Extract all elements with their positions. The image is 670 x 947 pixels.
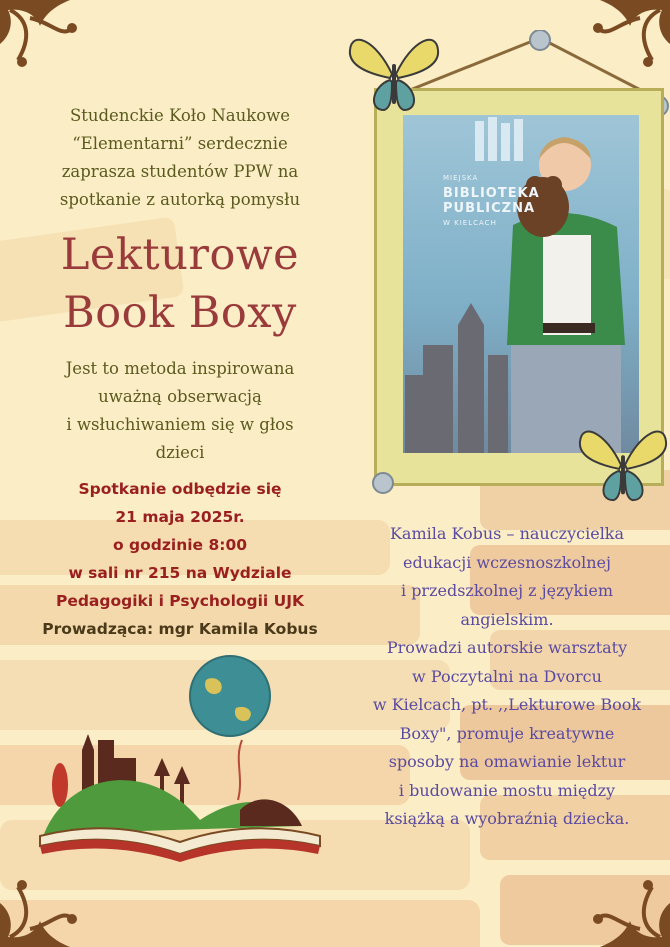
photo-frame-area	[340, 30, 670, 510]
bio-line: sposoby na omawianie lektur	[388, 752, 626, 771]
event-details	[10, 475, 350, 643]
intro-line: “Elementarni” serdecznie	[72, 134, 288, 153]
title-line-1: Lekturowe	[60, 230, 300, 280]
title-line-2: Book Boxy	[63, 288, 297, 338]
bio-line: edukacji wczesnoszkolnej	[403, 552, 611, 572]
intro-line: spotkanie z autorką pomysłu	[59, 190, 301, 209]
intro-line: Studenckie Koło Naukowe	[69, 106, 291, 125]
details-line: Pedagogiki i Psychologii UJK	[55, 592, 305, 610]
bio-line: książką a wyobraźnią dziecka.	[384, 809, 630, 828]
details-line: 21 maja 2025r.	[115, 508, 245, 526]
library-sign: MIEJSKA BIBLIOTEKA PUBLICZNA W KIELCACH	[443, 174, 540, 227]
details-line: w sali nr 215 na Wydziale	[68, 564, 292, 582]
details-line: Spotkanie odbędzie się	[78, 480, 282, 498]
butterfly-icon	[576, 422, 670, 506]
corner-ornament-icon	[570, 847, 670, 947]
details-line: o godzinie 8:00	[112, 536, 248, 554]
speaker-photo	[403, 115, 639, 453]
open-book-castle-icon	[30, 650, 330, 870]
frame-pin-icon	[370, 470, 396, 496]
bio-line: angielskim.	[460, 609, 554, 629]
description-line: Jest to metoda inspirowana	[65, 359, 295, 378]
bio-line: w Kielcach, pt. ,,Lekturowe Book	[372, 695, 642, 714]
bio-line: i przedszkolnej z językiem	[400, 581, 613, 600]
page-title	[20, 226, 340, 342]
butterfly-icon	[346, 30, 442, 116]
description-line: i wsłuchiwaniem się w głos	[66, 415, 294, 434]
method-description	[20, 355, 340, 467]
corner-ornament-icon	[0, 0, 100, 100]
intro-line: zaprasza studentów PPW na	[61, 162, 299, 181]
photo-illustration	[403, 115, 639, 453]
intro-text	[20, 102, 340, 214]
description-line: dzieci	[155, 443, 205, 462]
speaker-bio	[348, 520, 666, 834]
bio-line: w Poczytalni na Dvorcu	[412, 666, 602, 686]
bio-line: Boxy", promuje kreatywne	[399, 723, 615, 743]
description-line: uważną obserwacją	[98, 387, 262, 406]
host-name: Prowadząca: mgr Kamila Kobus	[42, 620, 318, 638]
bio-line: i budowanie mostu między	[398, 780, 616, 800]
bio-line: Prowadzi autorskie warsztaty	[386, 638, 628, 657]
bio-line: Kamila Kobus – nauczycielka	[389, 524, 625, 543]
globe-balloon-icon	[190, 656, 270, 736]
